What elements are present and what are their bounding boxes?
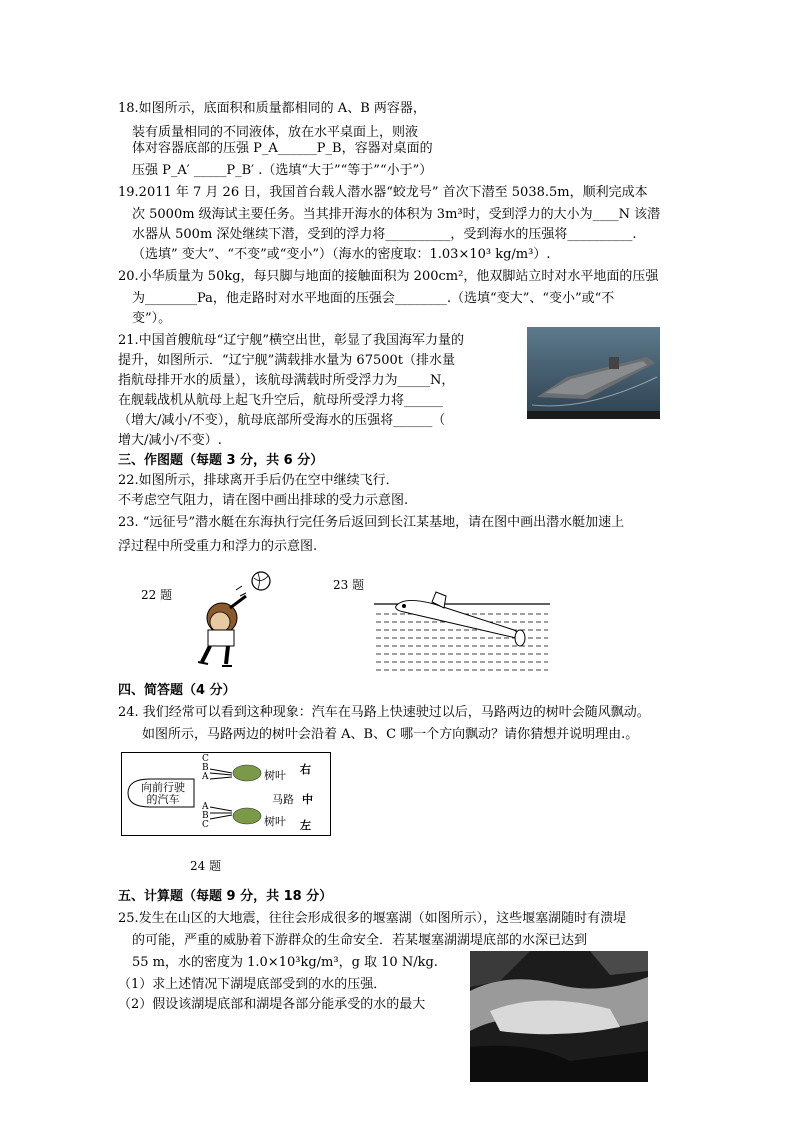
q22-line-1: 22.如图所示，排球离开手后仍在空中继续飞行．	[118, 473, 399, 488]
q25-line-4: （1）求上述情况下湖堤底部受到的水的压强．	[118, 977, 387, 992]
left-label: 左	[300, 819, 311, 832]
road-diagram	[121, 752, 331, 836]
q24-caption: 24 题	[190, 859, 222, 873]
top-leaves	[233, 765, 261, 781]
q18-line-2: 装有质量相同的不同液体，放在水平桌面上，则液	[132, 125, 419, 140]
q21-line-3: 指航母排开水的质量），该航母满载时所受浮力为_____N，	[118, 373, 455, 388]
q20-line-1: 20.小华质量为 50kg，每只脚与地面的接触面积为 200cm²，他双脚站立时对水平地面的压强	[118, 269, 659, 284]
car-label-line-2: 的汽车	[146, 793, 180, 806]
q19-line-1: 19.2011 年 7 月 26 日，我国首台载人潜水器“蛟龙号” 首次下潜至 5038.5m，顺利完成本	[118, 185, 648, 200]
q23-caption: 23 题	[333, 578, 365, 592]
q21-line-6: 增大/减小/不变）.	[118, 433, 222, 448]
q21-line-4: 在舰载战机从航母上起飞升空后，航母所受浮力将______	[118, 393, 444, 408]
volleyball-player-figure	[186, 566, 278, 672]
q25-line-3: 55 m，水的密度为 1.0×10³kg/m³，g 取 10 N/kg.	[132, 955, 438, 970]
q20-line-3: 变”）。	[132, 311, 172, 326]
q22-caption: 22 题	[141, 588, 173, 602]
car-label-line-1: 向前行驶	[141, 781, 185, 794]
top-leaf-label: 树叶	[264, 769, 286, 782]
q24-line-2: 如图所示，马路两边的树叶会沿着 A、B、C 哪一个方向飘动？请你猜想并说明理由.。	[142, 727, 639, 742]
road-label: 马路	[272, 793, 294, 806]
q23-line-2: 浮过程中所受重力和浮力的示意图.	[118, 539, 318, 554]
barrier-lake-photo	[470, 951, 648, 1082]
car-label	[134, 782, 192, 806]
q21-line-5: （增大/减小/不变），航母底部所受海水的压强将______（	[118, 413, 446, 428]
q24-line-1: 24. 我们经常可以看到这种现象：汽车在马路上快速驶过以后，马路两边的树叶会随风飘动。	[118, 705, 650, 720]
middle-label: 中	[302, 793, 313, 806]
section-5-heading: 五、计算题（每题 9 分，共 18 分）	[118, 889, 333, 904]
q25-line-2: 的可能，严重的威胁着下游群众的生命安全．若某堰塞湖湖堤底部的水深已达到	[132, 933, 588, 948]
q19-line-4: （选填” 变大”、“不变”或“变小”）（海水的密度取：1.03×10³ kg/m³）.	[132, 247, 551, 262]
q21-line-1: 21.中国首艘航母“辽宁舰”横空出世，彰显了我国海军力量的	[118, 333, 464, 348]
q18-line-3: 体对容器底部的压强 P_A______P_B，容器对桌面的	[132, 141, 433, 156]
q25-line-5: （2）假设该湖堤底部和湖堤各部分能承受的水的最大	[118, 997, 426, 1012]
right-label: 右	[300, 763, 311, 776]
aircraft-carrier-photo	[527, 327, 660, 419]
q25-line-1: 25.发生在山区的大地震，往往会形成很多的堰塞湖（如图所示），这些堰塞湖随时有溃堤	[118, 911, 627, 926]
bottom-leaf-label: 树叶	[264, 815, 286, 828]
bottom-leaves	[233, 808, 261, 824]
submarine-figure	[374, 586, 550, 672]
q19-line-2: 次 5000m 级海试主要任务。当其排开海水的体积为 3m³时，受到浮力的大小为____N 该潜	[132, 207, 661, 222]
q22-line-2: 不考虑空气阻力，请在图中画出排球的受力示意图.	[118, 493, 409, 508]
q21-line-2: 提升，如图所示．“辽宁舰”满载排水量为 67500t（排水量	[118, 353, 456, 368]
top-direction-labels: C B A	[202, 754, 209, 782]
volleyball-icon	[252, 572, 270, 590]
q20-line-2: 为________Pa，他走路时对水平地面的压强会________.（选填“变大”、“变小”或“不	[132, 291, 615, 306]
section-3-heading: 三、作图题（每题 3 分，共 6 分）	[118, 453, 324, 468]
section-4-heading: 四、简答题（4 分）	[118, 683, 236, 698]
q19-line-3: 水器从 500m 深处继续下潜，受到的浮力将__________，受到海水的压强将__________.	[132, 227, 637, 242]
q18-line-1: 18.如图所示，底面积和质量都相同的 A、B 两容器，	[118, 101, 426, 116]
bottom-direction-labels: A B C	[202, 802, 209, 830]
q23-line-1: 23. “远征号”潜水艇在东海执行完任务后返回到长江某基地，请在图中画出潜水艇加速上	[118, 515, 625, 530]
q18-line-4: 压强 P_A′ _____P_B′ .（选填“大于”“等于”“小于”）	[132, 163, 433, 178]
